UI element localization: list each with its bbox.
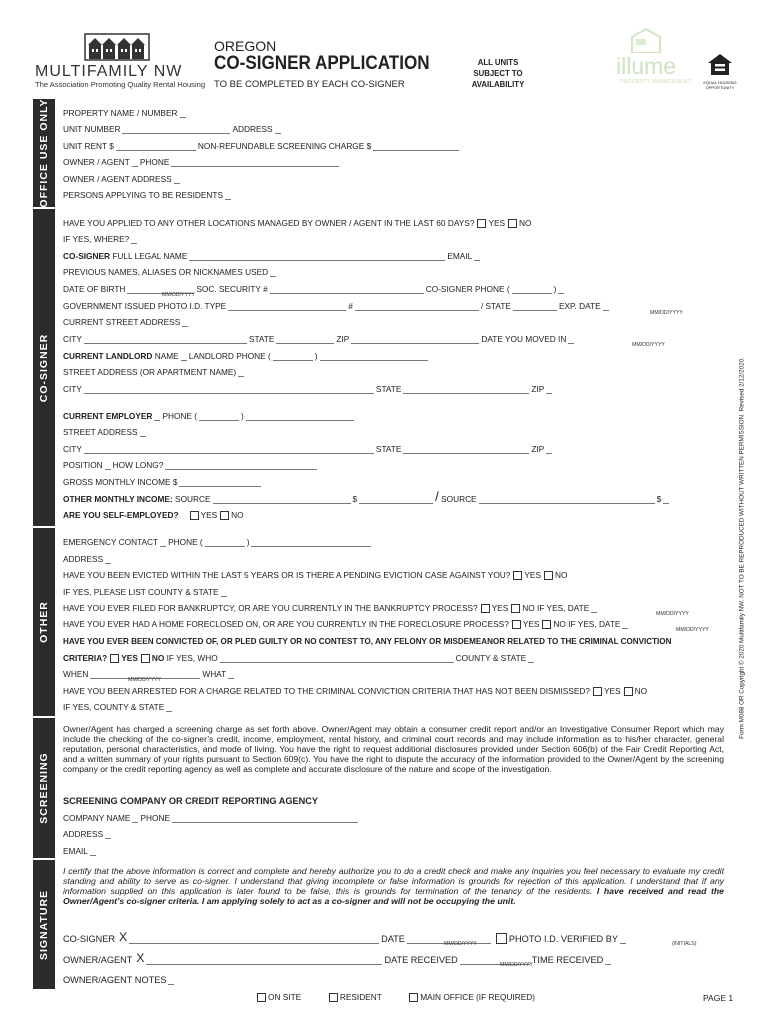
arrested-question: HAVE YOU BEEN ARRESTED FOR A CHARGE RELATED TO THE CRIMINAL CONVICTION CRITERIA THAT HAS NOT BEEN DISMISSED? YES NO [63, 686, 648, 696]
illume-tagline: PROPERTY MANAGEMENT [620, 79, 692, 85]
landlord-city-row[interactable]: CITY STATE ZIP [63, 380, 724, 394]
copyright-note: Form M088 OR Copyright © 2020 Multifamily NW. NOT TO BE REPRODUCED WITHOUT WRITTEN PERMISSION. Revised 2/12/2020. [738, 357, 746, 739]
unit-rent-field[interactable]: UNIT RENT $ NON-REFUNDABLE SCREENING CHARGE $ [63, 137, 724, 151]
section-cosigner: CO-SIGNER [33, 209, 55, 526]
illume-name: illume [616, 53, 677, 79]
evicted-question: HAVE YOU BEEN EVICTED WITHIN THE LAST 5 YEARS OR IS THERE A PENDING EVICTION CASE AGAINST YOU? YES NO [63, 570, 568, 580]
gross-income-field[interactable]: GROSS MONTHLY INCOME $ [63, 473, 724, 487]
owner-agent-signature-row[interactable]: OWNER/AGENT X DATE RECEIVED TIME RECEIVED [63, 949, 724, 965]
equal-housing-icon [707, 52, 733, 76]
current-employer-row[interactable]: CURRENT EMPLOYER PHONE ( ) [63, 407, 724, 421]
section-office: OFFICE USE ONLY [33, 99, 55, 207]
building-icon [84, 33, 150, 61]
page-number: PAGE 1 [703, 993, 734, 1003]
screening-disclosure: Owner/Agent has charged a screening charge as set forth above. Owner/Agent may obtain a consumer credit report and/or an Investigative Consumer Report which may include the checking of the co-signer’s credit, income, employment, rental history, and criminal court records and may include information as to his/her character, general reputation, personal characteristics, and mode of living. You have the right to request additional disclosures provided under Section 606(b) of the Fair Credit Reporting Act, and a written summary of your rights pursuant to Section 609(c). You have the right to dispute the accuracy of the information provided to the Owner/Agent by the screening company or the credit reporting agency as well as complete and accurate disclosure of the nature and scope of the investigation. [63, 724, 724, 774]
current-street-field[interactable]: CURRENT STREET ADDRESS [63, 313, 724, 327]
landlord-street-field[interactable]: STREET ADDRESS (OR APARTMENT NAME) [63, 363, 724, 377]
conviction-yes-checkbox[interactable] [110, 654, 119, 663]
if-yes-where-field[interactable]: IF YES, WHERE? [63, 230, 724, 244]
other-income-row[interactable]: OTHER MONTHLY INCOME: SOURCE $ / SOURCE $ [63, 490, 724, 504]
emergency-address-field[interactable]: ADDRESS [63, 550, 724, 564]
company-name-row[interactable]: COMPANY NAME PHONE [63, 809, 724, 823]
applied-yes-checkbox[interactable] [477, 219, 486, 228]
foreclosure-yes-checkbox[interactable] [512, 620, 521, 629]
bankruptcy-no-checkbox[interactable] [511, 604, 520, 613]
main-office-checkbox[interactable] [409, 993, 418, 1002]
on-site-checkbox[interactable] [257, 993, 266, 1002]
conviction-question: HAVE YOU EVER BEEN CONVICTED OF, OR PLED GUILTY OR NO CONTEST TO, ANY FELONY OR MISDEMEANOR RELATED TO THE CRIMINAL CONVICTION [63, 637, 672, 646]
owner-agent-address-field[interactable]: OWNER / AGENT ADDRESS [63, 170, 724, 184]
criteria-row[interactable]: CRITERIA? YES NO IF YES, WHO COUNTY & STATE [63, 649, 724, 663]
dob-ssn-phone-row[interactable]: DATE OF BIRTH SOC. SECURITY # CO-SIGNER PHONE ( ) [63, 280, 724, 294]
eviction-county-field[interactable]: IF YES, PLEASE LIST COUNTY & STATE [63, 583, 724, 597]
logo-name: MULTIFAMILY NW [35, 63, 183, 80]
form-state: OREGON [214, 38, 277, 54]
bankruptcy-yes-checkbox[interactable] [481, 604, 490, 613]
logo [84, 33, 150, 61]
self-employed-yes-checkbox[interactable] [190, 511, 199, 520]
unit-number-field[interactable]: UNIT NUMBER ADDRESS [63, 120, 724, 134]
company-email-field[interactable]: EMAIL [63, 842, 724, 856]
logo-tagline: The Association Promoting Quality Rental Housing [35, 80, 206, 89]
gov-id-row[interactable]: GOVERNMENT ISSUED PHOTO I.D. TYPE # / STATE EXP. DATE [63, 297, 724, 311]
evicted-no-checkbox[interactable] [544, 571, 553, 580]
applied-no-checkbox[interactable] [508, 219, 517, 228]
resident-checkbox[interactable] [329, 993, 338, 1002]
photo-id-verified-checkbox[interactable] [496, 933, 507, 944]
conviction-no-checkbox[interactable] [141, 654, 150, 663]
form-subtitle: TO BE COMPLETED BY EACH CO-SIGNER [214, 79, 405, 90]
emergency-contact-row[interactable]: EMERGENCY CONTACT PHONE ( ) [63, 533, 724, 547]
house-outline-icon [626, 27, 666, 53]
when-what-row[interactable]: WHEN WHAT [63, 665, 724, 679]
section-other: OTHER [33, 528, 55, 716]
illume-logo [612, 27, 692, 89]
full-legal-name-field[interactable]: CO-SIGNER FULL LEGAL NAME EMAIL [63, 247, 724, 261]
foreclosure-no-checkbox[interactable] [542, 620, 551, 629]
owner-agent-notes-field[interactable]: OWNER/AGENT NOTES [63, 969, 724, 985]
section-screening: SCREENING [33, 718, 55, 858]
employer-city-row[interactable]: CITY STATE ZIP [63, 440, 724, 454]
position-row[interactable]: POSITION HOW LONG? [63, 456, 724, 470]
owner-agent-field[interactable]: OWNER / AGENT PHONE [63, 153, 724, 167]
arrested-yes-checkbox[interactable] [593, 687, 602, 696]
screening-heading: SCREENING COMPANY OR CREDIT REPORTING AGENCY [63, 796, 319, 806]
arrest-county-field[interactable]: IF YES, COUNTY & STATE [63, 698, 724, 712]
previous-names-field[interactable]: PREVIOUS NAMES, ALIASES OR NICKNAMES USED [63, 263, 724, 277]
self-employed-row: ARE YOU SELF-EMPLOYED? YES NO [63, 510, 244, 520]
bankruptcy-question[interactable]: HAVE YOU EVER FILED FOR BANKRUPTCY, OR ARE YOU CURRENTLY IN THE BANKRUPTCY PROCESS? YES NO IF YES, DATE [63, 599, 724, 613]
evicted-yes-checkbox[interactable] [513, 571, 522, 580]
self-employed-no-checkbox[interactable] [220, 511, 229, 520]
certification-text: I certify that the above information is correct and complete and hereby authorize you to do a credit check and make any inquiries you feel necessary to evaluate my credit standing and ability to serve as co-signer. I understand that giving incomplete or false information is grounds for rejection of this application. I understand that if any information supplied on this application is later found to be false, this is grounds for termination of the tenancy of the residents. I have received and read the Owner/Agent’s co-signer criteria. I am applying solely to act as a co-signer and will not be occupying the unit. [63, 866, 724, 906]
form-title: CO-SIGNER APPLICATION [214, 53, 430, 74]
cosigner-signature-row[interactable]: CO-SIGNER X DATE PHOTO I.D. VERIFIED BY [63, 928, 724, 944]
arrested-no-checkbox[interactable] [624, 687, 633, 696]
employer-street-field[interactable]: STREET ADDRESS [63, 423, 724, 437]
property-name-field[interactable]: PROPERTY NAME / NUMBER [63, 104, 724, 118]
section-signature: SIGNATURE [33, 860, 55, 989]
equal-housing-logo: EQUAL HOUSING OPPORTUNITY [700, 52, 740, 90]
foreclosure-question[interactable]: HAVE YOU EVER HAD A HOME FORECLOSED ON, OR ARE YOU CURRENTLY IN THE FORECLOSURE PROCESS? YES NO IF YES, DATE [63, 615, 724, 629]
applied-other-locations: HAVE YOU APPLIED TO ANY OTHER LOCATIONS MANAGED BY OWNER / AGENT IN THE LAST 60 DAYS? YES NO [63, 218, 532, 228]
company-address-field[interactable]: ADDRESS [63, 825, 724, 839]
persons-applying-field[interactable]: PERSONS APPLYING TO BE RESIDENTS [63, 186, 724, 200]
city-state-zip-moved-row[interactable]: CITY STATE ZIP DATE YOU MOVED IN [63, 330, 724, 344]
current-landlord-row[interactable]: CURRENT LANDLORD NAME LANDLORD PHONE ( ) [63, 347, 724, 361]
availability-note: ALL UNITS SUBJECT TO AVAILABILITY [471, 58, 525, 89]
footer-checkboxes: ON SITE RESIDENT MAIN OFFICE (IF REQUIRED) [254, 992, 535, 1002]
